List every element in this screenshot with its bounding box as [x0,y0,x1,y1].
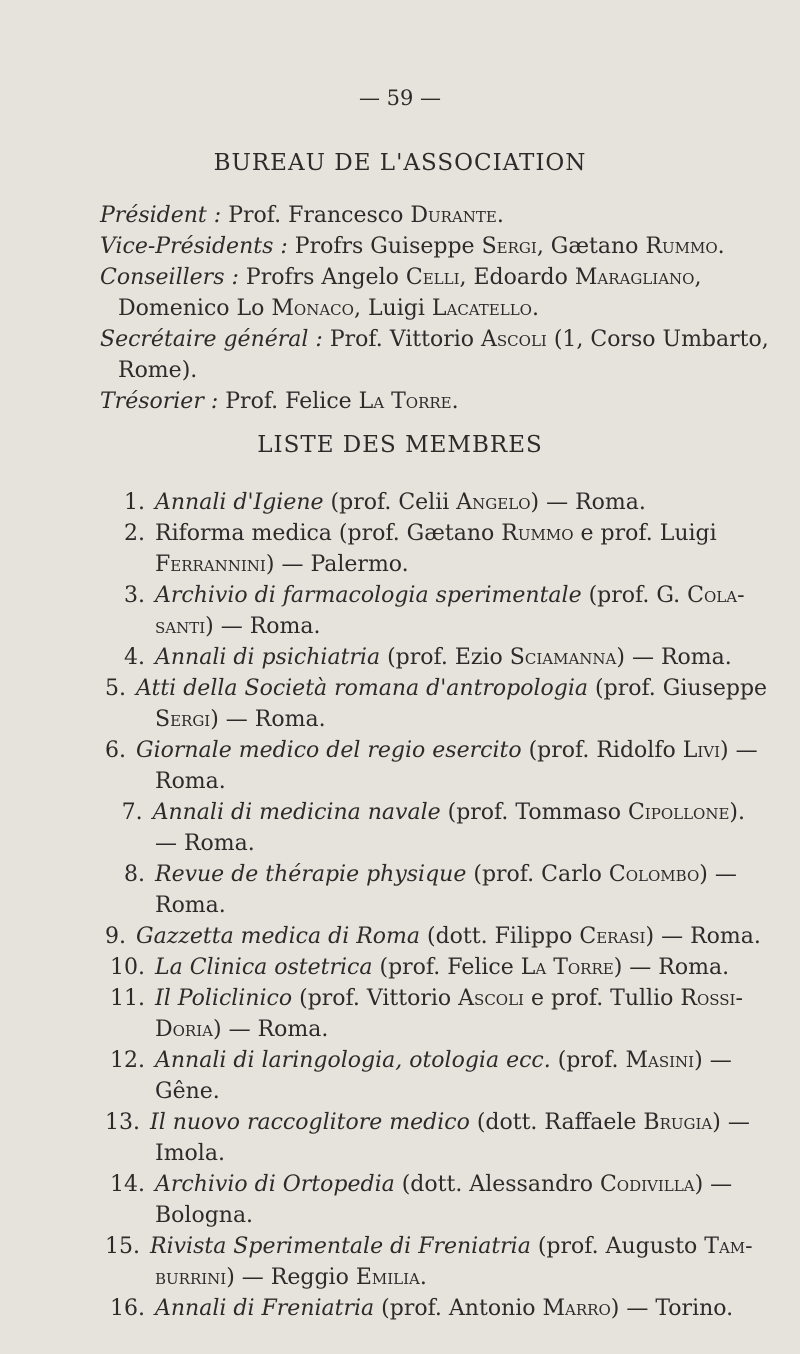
member-text-segment: Imola. [155,1141,225,1166]
member-text-segment: e prof. Luigi [573,521,717,546]
member-journal-title: Atti della Società romana d'antropologia [136,676,589,701]
conseillers-role: Conseillers : [100,265,239,290]
member-line [105,859,745,890]
member-item [105,1231,753,1293]
member-line [105,673,768,704]
member-number: 8. [124,862,145,887]
members-list [105,487,768,1324]
member-number: 4. [124,645,145,670]
member-text-segment: (prof. Vittorio [292,986,459,1011]
member-journal-title: Rivista Sperimentale di Freniatria [150,1234,531,1259]
member-line [105,952,745,983]
member-text [155,1045,732,1076]
member-text-segment: Roma. [155,893,226,918]
member-line [105,518,745,549]
member-surname: Livi [682,738,721,763]
member-text-segment: (prof. G. [581,583,688,608]
member-text-segment: (prof. Antonio [374,1296,543,1321]
member-item [105,487,745,518]
member-text-segment: — Roma. [155,831,255,856]
conseillers-name-2: Maragliano [574,265,695,290]
member-text [155,518,717,549]
conseillers-name-4: Lacatello [431,296,532,321]
member-text-segment: ) — [720,738,758,763]
member-journal-title: Giornale medico del regio esercito [136,738,522,763]
member-surname: Emilia [355,1265,420,1290]
member-text-segment: (prof. [550,1048,626,1073]
member-number: 13. [105,1110,140,1135]
member-number: 6. [105,738,126,763]
member-text-segment: (prof. Augusto [530,1234,705,1259]
member-line [105,1107,750,1138]
member-journal-title: Archivio di Ortopedia [155,1172,395,1197]
member-line [105,797,745,828]
conseillers-line [100,262,740,293]
tresorier-text: Prof. Felice [225,389,352,414]
member-text-segment: ) — Reggio [226,1265,356,1290]
member-item [105,952,745,983]
conseillers-name-3: Monaco [271,296,354,321]
member-journal-title: Annali di medicina navale [152,800,441,825]
member-surname: Colombo [608,862,700,887]
member-number: 3. [124,583,145,608]
member-number: 2. [124,521,145,546]
member-number: 12. [110,1048,145,1073]
member-item [105,921,761,952]
secretaire-text: Prof. Vittorio [329,327,475,352]
page-number: — 59 — [358,86,442,110]
member-continuation [105,611,745,642]
member-surname: burrini [155,1265,227,1290]
member-item [105,983,745,1045]
member-line [105,487,745,518]
member-text [155,1169,732,1200]
member-text-segment: (prof. Ezio [380,645,510,670]
member-text-segment: (prof. Celii [323,490,457,515]
tresorier-end: . [451,389,459,414]
president-end: . [496,203,504,228]
member-text-segment: (prof. Ridolfo [521,738,683,763]
member-text [150,1107,750,1138]
member-text [136,735,758,766]
member-text-segment: ). [729,800,745,825]
secretaire-continuation [100,355,740,386]
member-text [153,797,745,828]
member-continuation [105,704,745,735]
member-journal-title: Annali di Freniatria [155,1296,375,1321]
member-line [105,1169,745,1200]
member-item [105,518,745,580]
secretaire-role: Secrétaire général : [100,327,323,352]
member-number: 14. [110,1172,145,1197]
member-number: 11. [110,986,145,1011]
member-text-segment: Roma. [155,769,226,794]
member-continuation [105,1014,745,1045]
vice-name-2: Rummo [645,234,718,259]
secretaire-rest: (1, Corso Umbarto, [553,327,769,352]
member-line [105,921,761,952]
member-surname: Angelo [456,490,531,515]
member-continuation [105,828,745,859]
member-journal-title: Annali di psichiatria [155,645,381,670]
member-line [105,735,758,766]
member-continuation [105,1262,745,1293]
member-text [155,859,737,890]
member-journal-title: Revue de thérapie physique [155,862,467,887]
member-item [105,1045,745,1107]
member-surname: Rossi- [680,986,743,1011]
member-line [105,642,745,673]
conseillers-mid-1: , Edoardo [459,265,568,290]
member-text-segment: ) — Roma. [213,1017,329,1042]
member-text-segment: . [419,1265,427,1290]
president-name: Durante [410,203,497,228]
member-surname: Sciamanna [509,645,617,670]
member-surname: Doria [155,1017,213,1042]
member-text-segment: (prof. Tommaso [440,800,628,825]
member-continuation [105,890,745,921]
member-continuation [105,1076,745,1107]
member-text-segment: e prof. Tullio [523,986,681,1011]
tresorier-name: La Torre [358,389,452,414]
vice-presidents-line [100,231,740,262]
member-item [105,580,745,642]
member-text [150,1231,753,1262]
tresorier-role: Trésorier : [100,389,219,414]
member-continuation [105,1200,745,1231]
member-text [155,1293,733,1324]
member-item [105,735,758,797]
member-surname: Ferrannini [155,552,266,577]
secretaire-line [100,324,769,355]
vice-end: . [717,234,725,259]
member-text-segment: (dott. Filippo [420,924,580,949]
member-number: 1. [124,490,145,515]
member-text-segment: ) — Torino. [610,1296,734,1321]
member-journal-title: Il nuovo raccoglitore medico [150,1110,470,1135]
secretaire-name: Ascoli [481,327,547,352]
conseillers-continuation [100,293,740,324]
bureau-section [100,200,769,417]
secretaire-cont: Rome). [118,358,198,383]
member-surname: Cipollone [627,800,730,825]
member-surname: La Torre [520,955,614,980]
conseillers-text: Profrs Angelo [245,265,399,290]
members-heading: LISTE DES MEMBRES [257,432,543,458]
president-role: Président : [100,203,222,228]
member-surname: Codivilla [599,1172,695,1197]
member-text-segment: ) — [712,1110,750,1135]
member-text-segment: ) — Roma. [645,924,761,949]
member-item [105,1107,750,1169]
member-surname: Masini [625,1048,695,1073]
member-text-segment: ) — Palermo. [265,552,409,577]
vice-text: Profrs Guiseppe [294,234,475,259]
member-surname: Cola- [687,583,745,608]
member-surname: santi [155,614,206,639]
member-continuation [105,766,745,797]
member-line [105,1045,745,1076]
member-surname: Tam- [704,1234,753,1259]
member-text-segment: ) — Roma. [205,614,321,639]
conseillers-end: . [531,296,539,321]
member-line [105,580,745,611]
member-surname: Cerasi [579,924,646,949]
conseillers-cont-text: Domenico Lo [118,296,265,321]
member-journal-title: Annali d'Igiene [155,490,324,515]
member-text-segment: Riforma medica (prof. Gætano [155,521,502,546]
member-text-segment: ) — Roma. [530,490,646,515]
president-line [100,200,740,231]
member-surname: Ascoli [458,986,524,1011]
vice-role: Vice-Présidents : [100,234,288,259]
member-text-segment: ) — Roma. [210,707,326,732]
member-number: 5. [105,676,126,701]
member-surname: Rummo [501,521,574,546]
member-text-segment: Bologna. [155,1203,254,1228]
vice-mid: , Gætano [536,234,639,259]
member-text [155,487,646,518]
member-number: 9. [105,924,126,949]
vice-name-1: Sergi [481,234,537,259]
conseillers-mid-2: , [694,265,702,290]
conseillers-mid-3: , Luigi [353,296,425,321]
member-item [105,673,768,735]
member-journal-title: La Clinica ostetrica [155,955,373,980]
president-text: Prof. Francesco [228,203,404,228]
member-item [105,1293,745,1324]
member-text [155,952,729,983]
member-text-segment: (dott. Alessandro [394,1172,600,1197]
member-journal-title: Il Policlinico [155,986,293,1011]
member-text-segment: ) — [694,1048,732,1073]
member-number: 7. [121,800,143,825]
member-number: 16. [110,1296,145,1321]
member-text-segment: ) — Roma. [613,955,730,980]
member-continuation [105,1138,745,1169]
member-text [155,983,743,1014]
member-text [155,580,745,611]
member-surname: Brugia [643,1110,713,1135]
member-text-segment: ) — Roma. [616,645,732,670]
member-number: 15. [105,1234,140,1259]
member-number: 10. [110,955,145,980]
member-journal-title: Gazzetta medica di Roma [136,924,421,949]
member-text-segment: Gêne. [155,1079,220,1104]
member-line [105,983,745,1014]
conseillers-name-1: Celli [405,265,460,290]
member-surname: Marro [542,1296,611,1321]
member-text [136,673,767,704]
member-text-segment: ) — [699,862,737,887]
member-text [136,921,761,952]
member-journal-title: Archivio di farmacologia sperimentale [155,583,582,608]
member-text-segment: (prof. Giuseppe [588,676,768,701]
member-line [105,1231,753,1262]
tresorier-line [100,386,740,417]
member-item [105,797,745,859]
member-item [105,1169,745,1231]
member-text-segment: (dott. Raffaele [469,1110,644,1135]
member-surname: Sergi [155,707,211,732]
member-text-segment: ) — [694,1172,733,1197]
member-item [105,642,745,673]
member-journal-title: Annali di laringologia, otologia ecc. [155,1048,551,1073]
member-text-segment: (prof. Carlo [466,862,609,887]
member-line [105,1293,745,1324]
member-continuation [105,549,745,580]
member-text [155,642,732,673]
member-text-segment: (prof. Felice [372,955,521,980]
member-item [105,859,745,921]
bureau-heading: BUREAU DE L'ASSOCIATION [213,150,587,176]
